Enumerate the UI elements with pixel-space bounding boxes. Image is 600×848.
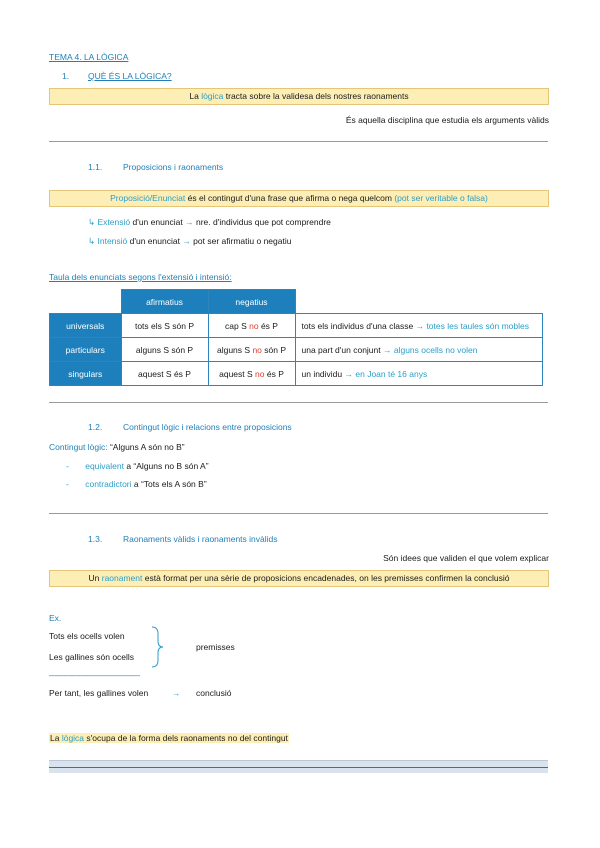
section-1-number: 1. (62, 71, 70, 81)
right-arrow-icon: → (415, 320, 425, 331)
reasoning-highlight (49, 570, 549, 587)
premise-2: Les gallines són ocells (49, 652, 135, 662)
negation-word: no (255, 368, 265, 379)
section-13-number: 1.3. (88, 534, 103, 544)
table-caption: Taula dels enunciats segons l'extensió i intensió: (49, 272, 232, 282)
table-cell: aquest S és P (121, 362, 208, 386)
premisses-label: premisses (196, 642, 235, 652)
cell-text: són P (261, 344, 287, 355)
bullet-extension (88, 217, 331, 228)
definition-note: És aquella disciplina que estudia els arguments vàlids (345, 115, 549, 125)
negation-word: no (249, 320, 259, 331)
example-label: Ex. (49, 613, 62, 623)
table-cell (295, 362, 543, 386)
right-arrow-icon: → (383, 344, 392, 355)
hl-text: La (189, 91, 202, 101)
cell-text: alguns S (216, 344, 253, 355)
cell-example: totes les taules són mobles (424, 320, 529, 331)
cell-text: una part d'un conjunt (301, 344, 383, 355)
relation-item (66, 461, 209, 471)
section-11-number: 1.1. (88, 162, 103, 172)
cell-text: tots els individus d'una classe (301, 320, 416, 331)
bullet-arrow-icon: ↳ (88, 217, 96, 227)
premise-note: Són idees que validen el que volem explicar (383, 553, 549, 563)
premise-1: Tots els ocells volen (49, 631, 125, 641)
doc-title: TEMA 4. LA LÒGICA (49, 52, 129, 62)
relation-item (66, 479, 207, 489)
col-header-negative: negatius (208, 290, 295, 314)
relation-keyword: contradictori (85, 479, 132, 489)
right-arrow-icon: → (172, 688, 181, 698)
hl-text: tracta sobre la validesa dels nostres raonaments (223, 91, 409, 101)
bullet-keyword: Extensió (97, 217, 131, 227)
list-dash: - (66, 461, 69, 471)
cell-text: és P (258, 320, 278, 331)
cell-text: és P (264, 368, 284, 379)
table-cell (295, 338, 543, 362)
right-arrow-icon: → (182, 236, 191, 246)
divider (49, 513, 548, 514)
list-dash: - (66, 479, 69, 489)
hl-keyword: Proposició/Enunciat (110, 193, 186, 203)
bullet-text: d'un enunciat (130, 217, 186, 227)
cell-text: cap S (225, 320, 250, 331)
statements-table (49, 289, 543, 386)
section-12-number: 1.2. (88, 422, 103, 432)
curly-brace-icon (150, 626, 164, 668)
relation-text: a “Alguns no B són A” (123, 461, 209, 471)
conclusio-label: conclusió (196, 688, 232, 698)
right-arrow-icon: → (344, 368, 354, 379)
cell-text: aquest S (219, 368, 256, 379)
bullet-text: pot ser afirmatiu o negatiu (190, 236, 292, 246)
table-cell (208, 314, 295, 338)
section-11-title: Proposicions i raonaments (123, 162, 224, 172)
divider (49, 141, 548, 142)
table-corner (50, 290, 122, 314)
cell-example: en Joan té 16 anys (353, 368, 428, 379)
bullet-text: d'un enunciat (127, 236, 183, 246)
hl-keyword: raonament (101, 573, 143, 583)
hl-text: està format per una sèrie de proposicions encadenades, on les premisses confirmen la conclusió (142, 573, 510, 583)
bullet-intension (88, 236, 291, 247)
cell-text: un individu (301, 368, 345, 379)
divider (49, 402, 548, 403)
table-row (50, 362, 543, 386)
final-text: La (50, 733, 62, 743)
table-cell: tots els S són P (121, 314, 208, 338)
hl-text: Un (88, 573, 102, 583)
bullet-arrow-icon: ↳ (88, 236, 96, 246)
table-row (50, 338, 543, 362)
table-row (50, 314, 543, 338)
col-header-affirmative: afirmatius (121, 290, 208, 314)
section-13-title: Raonaments vàlids i raonaments invàlids (123, 534, 278, 544)
relation-keyword: equivalent (85, 461, 124, 471)
hl-text: és el contingut d'una frase que afirma o nega quelcom (185, 193, 395, 203)
relation-text: a “Tots els A són B” (131, 479, 207, 489)
footer-bar (49, 760, 548, 773)
bullet-keyword: Intensió (97, 236, 128, 246)
separator-line: ———————————— (49, 670, 139, 680)
logic-definition-highlight (49, 88, 549, 105)
hl-keyword: lògica (201, 91, 224, 101)
table-cell (208, 362, 295, 386)
bullet-text: nre. d'individus que pot comprendre (193, 217, 331, 227)
cell-example: alguns ocells no volen (391, 344, 478, 355)
hl-paren: (pot ser veritable o falsa) (394, 193, 488, 203)
right-arrow-icon: → (185, 217, 194, 227)
row-header: particulars (50, 338, 122, 362)
row-header: singulars (50, 362, 122, 386)
final-statement (49, 733, 289, 743)
conclusion: Per tant, les gallines volen (49, 688, 149, 698)
content-text: “Alguns A són no B” (107, 442, 185, 452)
row-header: universals (50, 314, 122, 338)
content-keyword: Contingut lògic: (49, 442, 108, 452)
table-cell: alguns S són P (121, 338, 208, 362)
final-text: s'ocupa de la forma dels raonaments no del contingut (84, 733, 288, 743)
logical-content-line (49, 442, 185, 452)
table-cell (208, 338, 295, 362)
proposition-highlight (49, 190, 549, 207)
table-corner (295, 290, 543, 314)
section-12-title: Contingut lògic i relacions entre proposicions (123, 422, 292, 432)
negation-word: no (252, 344, 262, 355)
section-1-title: QUÈ ÉS LA LÒGICA? (88, 71, 172, 81)
final-keyword: lògica (61, 733, 85, 743)
table-header-row (50, 290, 543, 314)
table-cell (295, 314, 543, 338)
